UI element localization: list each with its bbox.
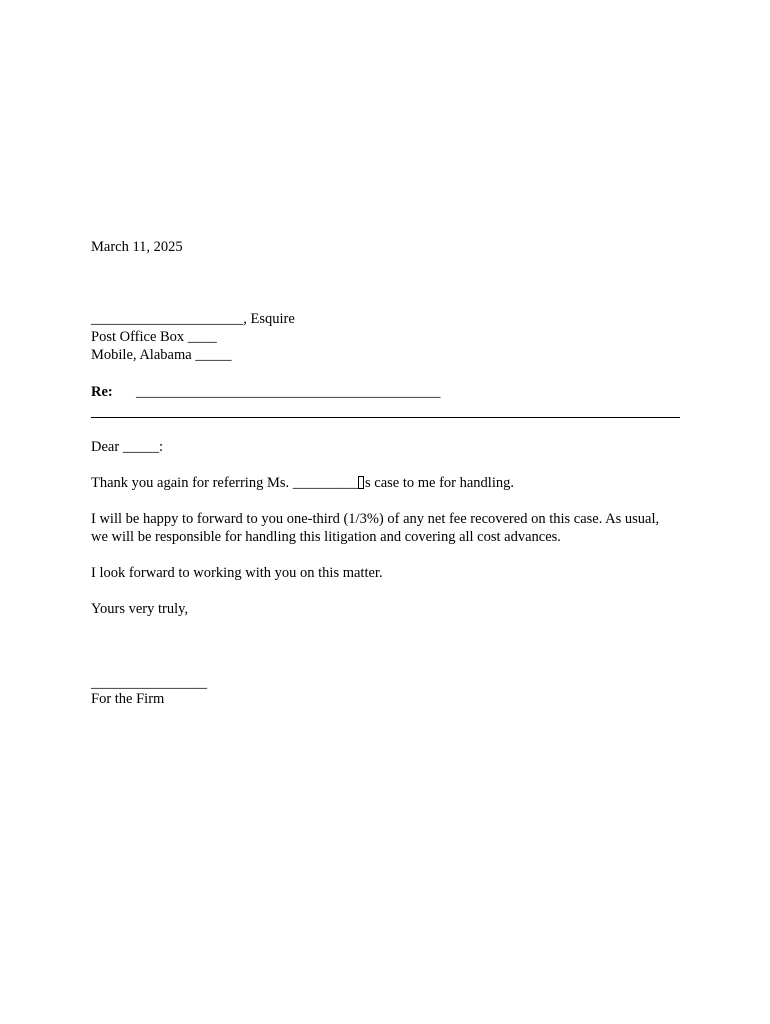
complimentary-closing: Yours very truly, [91, 601, 189, 617]
addressee-city: Mobile, Alabama _____ [91, 347, 232, 363]
salutation: Dear _____: [91, 439, 164, 455]
addressee-po-box: Post Office Box ____ [91, 329, 217, 345]
paragraph-closing-remark: I look forward to working with you on this matter. [91, 565, 383, 581]
addressee-name: _____________________, Esquire [91, 311, 295, 327]
paragraph-referral [91, 474, 514, 492]
paragraph-referral-end: s case to me for handling. [364, 475, 514, 491]
re-label: Re: [91, 384, 113, 400]
paragraph-referral-start: Thank you again for referring Ms. _________ [91, 475, 358, 491]
re-subject-blank: __________________________________________ [136, 384, 441, 400]
signature-line: ________________ [91, 675, 207, 691]
horizontal-rule [91, 417, 680, 418]
missing-glyph-icon [358, 476, 364, 489]
letter-date: March 11, 2025 [91, 239, 183, 255]
paragraph-fee: I will be happy to forward to you one-third (1/3%) of any net fee recovered on this case. As usual, we will be responsible for handling this litigation and covering all cost advances. [91, 511, 660, 545]
signature-label: For the Firm [91, 691, 165, 707]
